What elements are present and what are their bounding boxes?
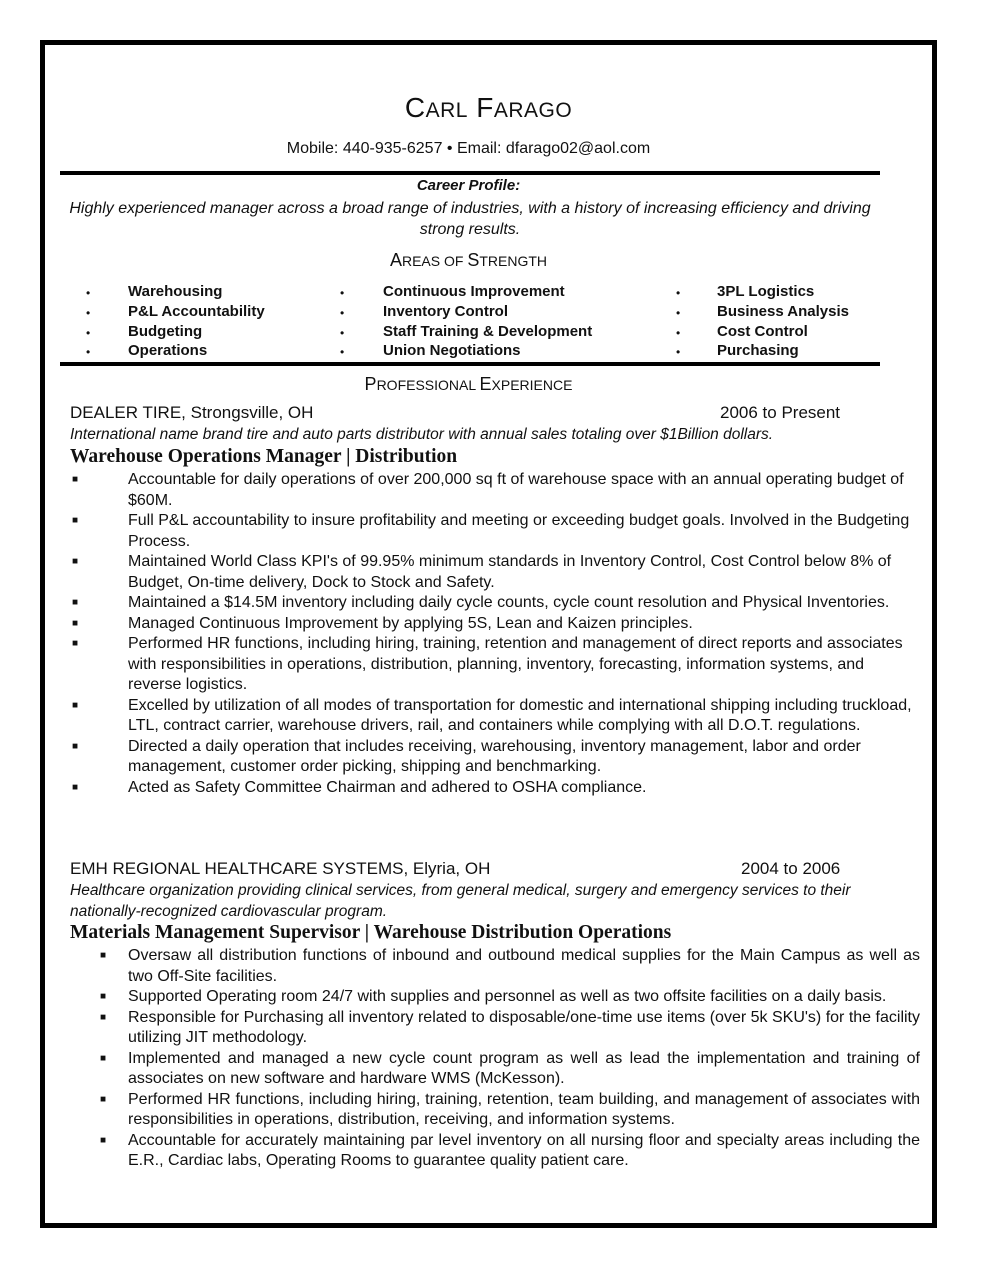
job-dates: 2006 to Present — [720, 403, 841, 422]
strength-item: Continuous Improvement — [383, 283, 565, 300]
bullet-text: Accountable for daily operations of over 200,000 sq ft of warehouse space with an annual operating budget of $60M. — [128, 471, 904, 509]
square-bullet-icon: ■ — [100, 1134, 107, 1146]
square-bullet-icon: ■ — [72, 556, 79, 567]
square-bullet-icon: ■ — [72, 638, 79, 649]
bullet-icon: • — [86, 345, 91, 359]
candidate-name: CARL FARAGO — [404, 92, 573, 123]
list-item — [70, 737, 920, 778]
strength-item: Warehousing — [128, 283, 223, 300]
bullet-icon: • — [340, 345, 345, 359]
job-description: Healthcare organization providing clinical services, from general medical, surgery and emergency services to their nationally-recognized cardiovascular program. — [70, 882, 851, 920]
strength-item: Staff Training & Development — [383, 323, 593, 340]
profile-label: Career Profile: — [416, 177, 521, 194]
job-role: Materials Management Supervisor | Warehouse Distribution Operations — [70, 922, 672, 943]
strength-item: Operations — [128, 342, 208, 359]
strength-item: Cost Control — [717, 323, 808, 340]
square-bullet-icon: ■ — [100, 950, 107, 961]
list-item — [70, 696, 920, 737]
strength-item: P&L Accountability — [128, 303, 265, 320]
experience-heading: PROFESSIONAL EXPERIENCE — [364, 374, 573, 394]
strengths-divider — [60, 362, 880, 366]
bullet-icon: • — [340, 306, 345, 320]
square-bullet-icon: ■ — [72, 597, 79, 608]
header-divider — [60, 171, 880, 175]
contact-line: Mobile: 440-935-6257 • Email: dfarago02@aol.com — [286, 140, 651, 157]
bullet-icon: • — [86, 306, 91, 320]
list-item — [70, 987, 920, 1008]
square-bullet-icon: ■ — [72, 699, 79, 711]
strength-item: Inventory Control — [383, 303, 509, 320]
bullet-icon: • — [676, 345, 681, 359]
square-bullet-icon: ■ — [100, 1093, 107, 1105]
strength-item: Budgeting — [128, 323, 203, 340]
list-item — [70, 1049, 920, 1090]
bullet-icon: • — [676, 286, 681, 300]
list-item — [70, 1008, 920, 1049]
job-bullets — [70, 470, 920, 798]
bullet-icon: • — [340, 326, 345, 340]
job-description: International name brand tire and auto parts distributor with annual sales totaling over $1Billion dollars. — [70, 426, 774, 443]
list-item — [70, 614, 920, 635]
strength-item: 3PL Logistics — [717, 283, 815, 300]
bullet-text: Supported Operating room 24/7 with supplies and personnel as well as two offsite facilities on a daily basis. — [128, 988, 887, 1005]
job-role: Warehouse Operations Manager | Distribution — [70, 446, 458, 467]
bullet-icon: • — [676, 306, 681, 320]
bullet-text: Accountable for accurately maintaining par level inventory on all nursing floor and specialty areas including the E.R., Cardiac labs, Operating Rooms to guarantee quality patient care. — [128, 1131, 920, 1169]
list-item — [70, 1090, 920, 1131]
strength-item: Purchasing — [717, 342, 799, 359]
job-company: EMH REGIONAL HEALTHCARE SYSTEMS, Elyria, OH — [70, 859, 491, 878]
job-dates: 2004 to 2006 — [741, 859, 841, 878]
profile-text: Highly experienced manager across a broad range of industries, with a history of increasing efficiency and driving strong results. — [69, 200, 871, 238]
bullet-text: Managed Continuous Improvement by applying 5S, Lean and Kaizen principles. — [128, 614, 693, 632]
strengths-heading: AREAS OF STRENGTH — [389, 250, 548, 270]
list-item — [70, 470, 920, 511]
square-bullet-icon: ■ — [72, 515, 79, 526]
bullet-text: Performed HR functions, including hiring, training, retention and management of direct reports and associates with responsibilities in operations, distribution, planning, inventory, forecasting, information systems, and reverse logistics. — [128, 635, 903, 693]
bullet-text: Excelled by utilization of all modes of transportation for domestic and international shipping including truckload, LTL, contract carrier, warehouse drivers, rail, and containers while complying with all D.O.T. regulations. — [128, 696, 912, 734]
bullet-text: Responsible for Purchasing all inventory related to disposable/one-time use items (over 5k SKU's) for the facility utilizing JIT methodology. — [128, 1008, 920, 1046]
list-item — [70, 511, 920, 552]
list-item — [70, 778, 920, 799]
list-item — [70, 946, 920, 987]
bullet-icon: • — [86, 286, 91, 300]
square-bullet-icon: ■ — [100, 1052, 107, 1064]
bullet-text: Maintained a $14.5M inventory including daily cycle counts, cycle count resolution and Physical Inventories. — [128, 594, 890, 611]
bullet-text: Directed a daily operation that includes receiving, warehousing, inventory management, labor and order management, customer order picking, shipping and benchmarking. — [128, 737, 861, 775]
bullet-icon: • — [340, 286, 345, 300]
square-bullet-icon: ■ — [72, 740, 79, 752]
square-bullet-icon: ■ — [72, 474, 79, 485]
square-bullet-icon: ■ — [72, 617, 79, 629]
strength-item: Business Analysis — [717, 303, 850, 320]
square-bullet-icon: ■ — [100, 1011, 107, 1023]
bullet-text: Acted as Safety Committee Chairman and adhered to OSHA compliance. — [128, 778, 647, 796]
bullet-text: Performed HR functions, including hiring, training, retention, team building, and management of associates with responsibilities in operations, distribution, receiving, and information systems. — [128, 1090, 920, 1128]
list-item — [70, 1131, 920, 1172]
bullet-text: Full P&L accountability to insure profitability and meeting or exceeding budget goals. Involved in the Budgeting Process. — [128, 512, 910, 550]
bullet-text: Oversaw all distribution functions of inbound and outbound medical supplies for the Main Campus as well as two Off-Site facilities. — [128, 947, 920, 985]
job-company: DEALER TIRE, Strongsville, OH — [70, 403, 314, 422]
list-item — [70, 552, 920, 593]
bullet-text: Maintained World Class KPI's of 99.95% minimum standards in Inventory Control, Cost Control below 8% of Budget, On-time delivery, Dock to Stock and Safety. — [128, 553, 892, 591]
square-bullet-icon: ■ — [72, 781, 79, 793]
strength-item: Union Negotiations — [383, 342, 521, 359]
bullet-text: Implemented and managed a new cycle count program as well as lead the implementation and training of associates on new software and hardware WMS (McKesson). — [128, 1049, 920, 1087]
job-bullets — [70, 946, 920, 1172]
list-item — [70, 634, 920, 696]
bullet-icon: • — [676, 326, 681, 340]
square-bullet-icon: ■ — [100, 991, 107, 1002]
bullet-icon: • — [86, 326, 91, 340]
list-item — [70, 593, 920, 614]
